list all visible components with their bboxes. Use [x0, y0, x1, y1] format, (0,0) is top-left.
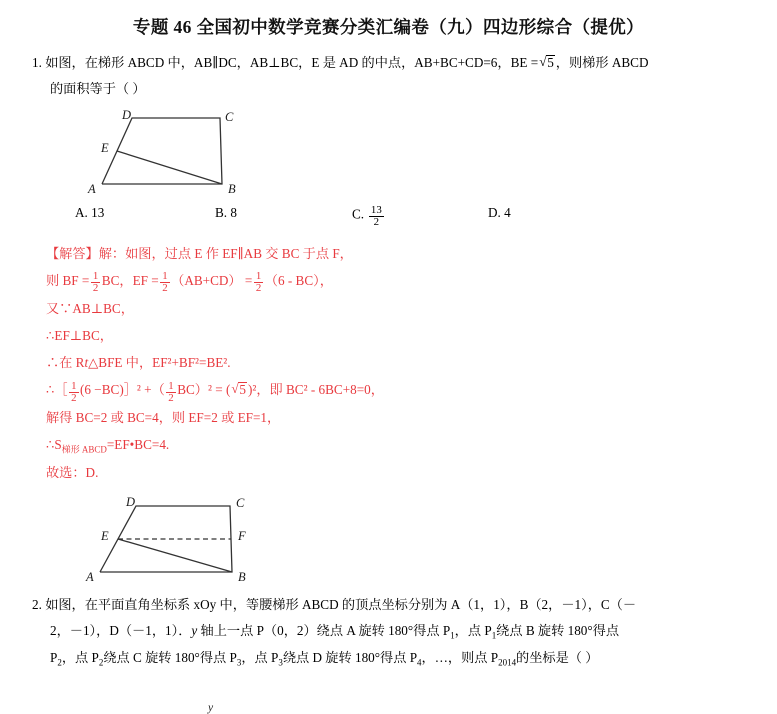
point-p3-subscript-2: 3 [278, 657, 283, 668]
solution-line-9: 故选：D. [46, 465, 99, 481]
vertex-label-f-2: F [238, 529, 246, 544]
solution-line-2-d: （6 - BC）， [264, 272, 333, 288]
problem-1-statement [0, 50, 777, 101]
option-a-key: A. [75, 204, 88, 220]
solution-line-2-b: BC，EF = [101, 272, 159, 288]
fraction-half-3 [254, 271, 263, 294]
figure-2-svg [80, 492, 360, 590]
problem-2-text-2d: 绕点 B 旋转 180°得点 [496, 623, 620, 639]
fraction-half-5 [166, 381, 175, 404]
problem-2-text-2a: 2，－1），D（－1，1）． [50, 623, 192, 639]
solution-area-subscript: 梯形 ABCD [61, 444, 107, 455]
solution-line-6-d: )²，即 BC² - 6BC+8=0， [247, 382, 384, 398]
solution-line-6-b: (6 −BC)］² +（ [80, 382, 165, 398]
problem-1-options [0, 198, 777, 240]
problem-1-number: 1. [32, 55, 42, 71]
problem-2-text-3d: ，点 P [241, 650, 279, 666]
solution-line-6 [46, 376, 747, 404]
solution-line-6-a: ∴［ [46, 382, 68, 398]
option-c[interactable] [352, 205, 385, 228]
solution-line-8-a: ∴S [46, 437, 62, 452]
trapezoid-outline [102, 118, 222, 184]
fraction-denominator: 2 [168, 391, 174, 404]
fraction-numerator: 1 [162, 270, 168, 283]
point-p1-subscript: 1 [450, 630, 455, 641]
point-p2-subscript: 2 [57, 657, 62, 668]
solution-line-5-b: △BFE 中，EF²+BF²=BE². [88, 354, 231, 370]
option-b[interactable] [215, 205, 237, 221]
option-c-key: C. [352, 206, 365, 222]
sqrt-radicand: 5 [547, 55, 554, 71]
option-d-key: D. [488, 204, 501, 220]
fraction-denominator: 2 [71, 391, 77, 404]
sqrt-icon [231, 376, 248, 403]
figure-trapezoid-2 [0, 492, 777, 590]
solution-line-8 [46, 431, 747, 459]
problem-2-axis-y: y [191, 623, 198, 639]
vertex-label-b: B [228, 181, 236, 196]
point-p4-subscript: 4 [417, 657, 422, 668]
sqrt-radicand: 5 [239, 382, 246, 398]
point-p3-subscript: 3 [236, 657, 242, 668]
solution-answer-tag: 【解答】解：如图，过点 E 作 EF∥AB 交 BC 于点 F， [46, 245, 353, 261]
option-d[interactable] [488, 205, 511, 221]
problem-1-text-a: 如图，在梯形 ABCD 中，AB∥DC，AB⊥BC，E 是 AD 的中点，AB+BC+CD=6，BE = [45, 55, 539, 71]
axis-label-y: y [208, 702, 214, 714]
problem-2-text-3f: ，…，则点 P [421, 650, 499, 666]
vertex-label-c-2: C [236, 496, 245, 511]
option-c-numerator: 13 [370, 203, 382, 216]
vertex-label-e: E [101, 140, 109, 155]
vertex-label-d: D [122, 107, 132, 122]
fraction-half-1 [91, 271, 100, 294]
problem-1-line-2 [32, 76, 747, 102]
solution-line-5 [46, 349, 747, 376]
page-title: 专题 46 全国初中数学竞赛分类汇编卷（九）四边形综合（提优） [132, 17, 645, 37]
problem-2-line-1 [32, 592, 747, 618]
segment-eb [117, 151, 222, 184]
sqrt-icon [539, 50, 556, 76]
problem-2-text-2c: ，点 P [454, 623, 492, 639]
problem-2-text-1: 如图，在平面直角坐标系 xOy 中，等腰梯形 ABCD 的顶点坐标分别为 A（1，1），B（2，－1），C（－ [45, 597, 637, 613]
solution-line-2 [46, 267, 747, 295]
fraction-denominator: 2 [162, 282, 168, 295]
problem-1-text-c: 的面积等于（ ） [50, 80, 146, 96]
point-p2014-subscript: 2014 [498, 657, 517, 668]
fraction-numerator: 1 [92, 270, 99, 283]
solution-line-1 [46, 240, 747, 267]
figure-trapezoid-1 [0, 106, 777, 198]
solution-line-5-italic: t [84, 354, 89, 370]
problem-2-statement [0, 592, 777, 672]
fraction-numerator: 1 [168, 379, 174, 392]
problem-2-text-3a: P [50, 650, 58, 666]
problem-2-text-3c: 绕点 C 旋转 180°得点 P [103, 650, 237, 666]
fraction-numerator: 1 [255, 270, 262, 283]
problem-2-line-2 [32, 618, 747, 645]
option-a[interactable] [75, 205, 104, 221]
problem-1-text-b: ，则梯形 ABCD [555, 55, 649, 71]
solution-line-6-c: BC）² = ( [177, 382, 231, 398]
vertex-label-c: C [225, 109, 234, 124]
solution-line-8-b: =EF•BC=4. [106, 437, 170, 452]
solution-line-2-c: （AB+CD） = [171, 272, 253, 288]
problem-1-solution [0, 240, 777, 487]
problem-2-text-3e: 绕点 D 旋转 180°得点 P [282, 650, 418, 666]
option-b-value: 8 [230, 204, 237, 220]
problem-2-number: 2. [32, 597, 42, 613]
solution-line-5-a: ∴在 R [46, 354, 85, 370]
fraction-denominator: 2 [92, 282, 99, 295]
solution-line-7: 解得 BC=2 或 BC=4，则 EF=2 或 EF=1， [46, 409, 281, 425]
problem-1-line-1 [32, 50, 747, 76]
problem-2-text-3b: ，点 P [61, 650, 99, 666]
point-p2-subscript-2: 2 [98, 657, 104, 668]
solution-line-2-a: 则 BF = [46, 272, 90, 288]
vertex-label-e-2: E [101, 529, 109, 544]
figure-1-svg [80, 106, 340, 198]
fraction-half-2 [160, 271, 169, 294]
option-c-fraction [369, 205, 384, 228]
problem-2-line-3 [32, 645, 747, 672]
option-a-value: 13 [91, 204, 105, 220]
vertex-label-d-2: D [126, 495, 136, 510]
vertex-label-a-2: A [86, 570, 94, 585]
problem-2-text-2b: 轴上一点 P（0，2）绕点 A 旋转 180°得点 P [197, 623, 451, 639]
segment-eb-2 [118, 539, 232, 572]
option-b-key: B. [215, 204, 228, 220]
solution-line-3: 又∵AB⊥BC， [46, 300, 134, 316]
document-page [0, 14, 777, 712]
fraction-half-4 [69, 381, 78, 404]
fraction-numerator: 1 [71, 379, 77, 392]
option-c-denominator: 2 [369, 216, 384, 228]
problem-2-text-3g: 的坐标是（ ） [516, 650, 599, 666]
point-p1-subscript-2: 1 [491, 630, 497, 641]
vertex-label-a: A [88, 181, 96, 196]
option-d-value: 4 [504, 204, 511, 220]
fraction-denominator: 2 [255, 282, 262, 295]
solution-line-4: ∴EF⊥BC， [46, 327, 113, 343]
vertex-label-b-2: B [238, 570, 246, 585]
